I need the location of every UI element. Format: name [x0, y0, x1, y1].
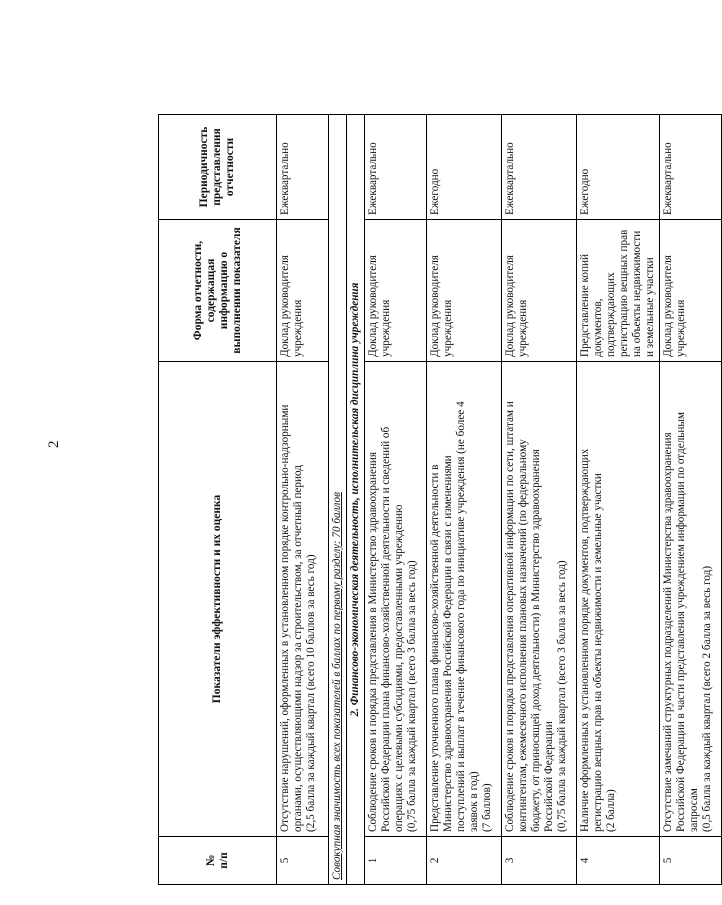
indicator-text: [660, 362, 722, 837]
indicator-line: (0,5 балла за каждый квартал (всего 2 балла за весь год): [701, 565, 713, 832]
report-form: Представление копий документов, подтверждающих регистрацию вещных прав на объекты недвижимости и земельные участки: [577, 220, 660, 362]
table-row: [427, 115, 502, 885]
indicator-line: органами, осуществляющими надзор за строительством, за отчетный период: [292, 465, 304, 832]
indicator-line: заявок в год): [468, 771, 480, 832]
rotated-page-content: [158, 115, 713, 885]
indicator-text: [427, 362, 502, 837]
indicator-line: (0,75 балла за каждый квартал (всего 3 балла за весь год): [556, 560, 568, 832]
row-number: 5: [277, 837, 329, 885]
table-row: [277, 115, 329, 885]
indicator-line: (2 балла): [605, 789, 617, 832]
table-row: [365, 115, 427, 885]
report-form: Доклад руководителя учреждения: [365, 220, 427, 362]
page-number: 2: [46, 440, 62, 448]
section-title-row: [347, 115, 365, 885]
indicator-line: Соблюдение сроков и порядка представления в Министерство здравоохранения: [367, 451, 379, 832]
indicator-line: (7 баллов): [481, 783, 493, 832]
indicator-line: Министерство здравоохранения Российской Федерации в связи с изменениями: [442, 455, 454, 832]
periodicity: Ежегодно: [427, 115, 502, 220]
indicator-line: поступлений и выплат в течение финансового года по инициативе учреждения (не более 4: [455, 401, 467, 832]
indicator-line: (2,5 балла за каждый квартал (всего 10 баллов за весь год): [305, 554, 317, 832]
indicator-line: Российской Федерации в части представления учреждением информации по отдельным: [675, 412, 687, 832]
indicator-line: Наличие оформленных в установленном порядке документов, подтверждающих: [579, 448, 591, 832]
report-form: Доклад руководителя учреждения: [427, 220, 502, 362]
periodicity: Ежеквартально: [277, 115, 329, 220]
section-total-row: [329, 115, 347, 885]
indicator-line: бюджету, от приносящей доход деятельности) в Министерство здравоохранения: [530, 449, 542, 832]
periodicity: Ежегодно: [577, 115, 660, 220]
report-form: Доклад руководителя учреждения: [660, 220, 722, 362]
row-number: 5: [660, 837, 722, 885]
indicator-line: регистрацию вещных прав на объекты недвижимости и земельные участки: [592, 473, 604, 832]
indicator-line: запросам: [688, 788, 700, 832]
section-title: 2. Финансово-экономическая деятельность, исполнительская дисциплина учреждения: [347, 115, 365, 885]
indicator-text: [277, 362, 329, 837]
indicator-line: Отсутствие нарушений, оформленных в установленном порядке контрольно-надзорными: [279, 404, 291, 832]
header-report-form: Форма отчетности, содержащая информацию о выполнении показателя: [159, 220, 277, 362]
indicator-line: операциях с целевыми субсидиями, предоставленными учреждению: [393, 504, 405, 832]
table-row: [577, 115, 660, 885]
indicator-line: Российской Федерации плана финансово-хозяйственной деятельности и сведений об: [380, 426, 392, 832]
header-periodicity: Периодичность представления отчетности: [159, 115, 277, 220]
indicator-text: [502, 362, 577, 837]
header-indicator: Показатели эффективности и их оценка: [159, 362, 277, 837]
indicator-text: [365, 362, 427, 837]
indicator-line: Отсутствие замечаний структурных подразделений Министерства здравоохранения: [662, 432, 674, 832]
indicator-line: Соблюдение сроков и порядка представления оперативной информации по сети, штатам и: [504, 401, 516, 832]
table-row: [660, 115, 722, 885]
report-form: Доклад руководителя учреждения: [502, 220, 577, 362]
indicator-text: [577, 362, 660, 837]
row-number: 2: [427, 837, 502, 885]
header-num: № п/п: [159, 837, 277, 885]
periodicity: Ежеквартально: [502, 115, 577, 220]
table-header-row: [159, 115, 277, 885]
indicator-line: Представление уточненного плана финансово-хозяйственной деятельности в: [429, 464, 441, 832]
table-row: [502, 115, 577, 885]
report-form: Доклад руководителя учреждения: [277, 220, 329, 362]
indicator-line: контингентам, ежемесячного исполнения плановых назначений (по федеральному: [517, 439, 529, 832]
row-number: 4: [577, 837, 660, 885]
periodicity: Ежеквартально: [365, 115, 427, 220]
efficiency-indicators-table: [158, 114, 722, 885]
indicator-line: (0,75 балла за каждый квартал (всего 3 балла за весь год): [406, 560, 418, 832]
periodicity: Ежеквартально: [660, 115, 722, 220]
row-number: 1: [365, 837, 427, 885]
indicator-line: Российской Федерации: [543, 721, 555, 832]
section-total-text: Совокупная значимость всех показателей в баллах по первому разделу: 70 баллов: [329, 115, 347, 885]
row-number: 3: [502, 837, 577, 885]
